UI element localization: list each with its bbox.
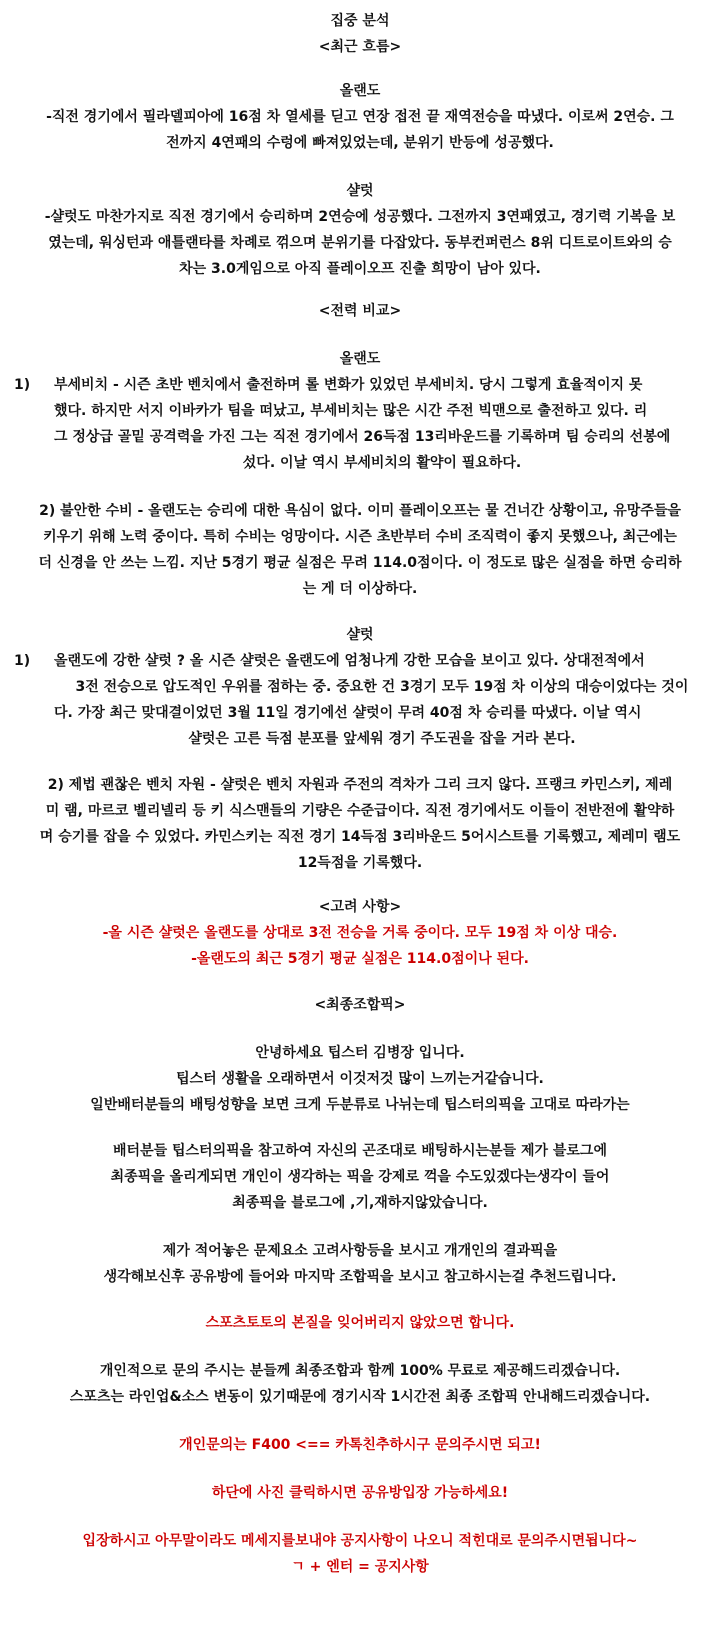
recent-flow-heading: <최근 흐름> xyxy=(318,39,402,55)
consideration-line: -올랜도의 최근 5경기 평균 실점은 114.0점이나 된다. xyxy=(191,951,529,967)
intro-line: 안녕하세요 팁스터 김병장 입니다. xyxy=(255,1045,465,1061)
orlando-point2-line: 키우기 위해 노력 중이다. 특히 수비는 엉망이다. 시즌 초반부터 수비 조직력이 좋지 못했으나, 최근에는 xyxy=(43,529,677,545)
middle-line: 배터분들 팁스터의픽을 참고하여 자신의 곤조대로 배팅하시는분들 제가 블로그에 xyxy=(113,1143,607,1159)
notice-shortcut: ㄱ + 엔터 = 공지사항 xyxy=(291,1559,429,1575)
share-room-note: 하단에 사진 클릭하시면 공유방입장 가능하세요! xyxy=(211,1485,509,1501)
final-pick-heading: <최종조합픽> xyxy=(314,997,406,1013)
recent-charlotte-line: 였는데, 워싱턴과 애틀랜타를 차례로 꺾으며 분위기를 다잡았다. 동부컨퍼런스 8위 디트로이트와의 승 xyxy=(48,235,672,251)
list-number: 1) xyxy=(14,653,31,669)
intro-line: 일반배터분들의 배팅성향을 보면 크게 두분류로 나뉘는데 팁스터의픽을 고대로 따라가는 xyxy=(90,1097,630,1113)
charlotte-point2-line: 2) 제법 괜찮은 벤치 자원 - 샬럿은 벤치 자원과 주전의 격차가 그리 크지 않다. 프랭크 카민스키, 제레 xyxy=(47,777,673,793)
orlando-point1-line: 그 정상급 골밑 공격력을 가진 그는 직전 경기에서 26득점 13리바운드를 기록하며 팀 승리의 선봉에 xyxy=(54,429,671,445)
article-title: 집중 분석 xyxy=(330,13,390,29)
recent-orlando-line: -직전 경기에서 필라델피아에 16점 차 열세를 딛고 연장 접전 끝 재역전승을 따냈다. 이로써 2연승. 그 xyxy=(46,109,674,125)
charlotte-point2-line: 며 승기를 잡을 수 있었다. 카민스키는 직전 경기 14득점 3리바운드 5어시스트를 기록했고, 제레미 램도 xyxy=(39,829,681,845)
orlando-point2-line: 더 신경을 안 쓰는 느낌. 지난 5경기 평균 실점은 무려 114.0점이다. 이 정도로 많은 실점을 하면 승리하 xyxy=(38,555,682,571)
consideration-line: -올 시즌 샬럿은 올랜도를 상대로 3전 전승을 거록 중이다. 모두 19점 차 이상 대승. xyxy=(102,925,618,941)
message-instruction: 입장하시고 아무말이라도 메세지를보내야 공지사항이 나오니 적힌대로 문의주시면됩니다~ xyxy=(82,1533,638,1549)
orlando-point1-line: 했다. 하지만 서지 이바카가 팀을 떠났고, 부세비치는 많은 시간 주전 빅맨으로 출전하고 있다. 리 xyxy=(54,403,648,419)
service-line: 개인적으로 문의 주시는 분들께 최종조합과 함께 100% 무료로 제공해드리겠습니다. xyxy=(99,1363,621,1379)
charlotte-point2-line: 미 램, 마르코 벨리넬리 등 키 식스맨들의 기량은 수준급이다. 직전 경기에서도 이들이 전반전에 활약하 xyxy=(45,803,675,819)
charlotte-point1-line: 올랜도에 강한 샬럿 ? 올 시즌 샬럿은 올랜도에 엄청나게 강한 모습을 보이고 있다. 상대전적에서 xyxy=(54,653,645,669)
orlando-point1-line: 부세비치 - 시즌 초반 벤치에서 출전하며 롤 변화가 있었던 부세비치. 당시 그렇게 효율적이지 못 xyxy=(54,377,643,393)
charlotte-point1-line: 3전 전승으로 압도적인 우위를 점하는 중. 중요한 건 3경기 모두 19점 차 이상의 대승이었다는 것이 xyxy=(75,679,689,695)
middle-line: 최종픽을 올리게되면 개인이 생각하는 픽을 강제로 꺽을 수도있겠다는생각이 들어 xyxy=(110,1169,610,1185)
recent-orlando-line: 전까지 4연패의 수렁에 빠져있었는데, 분위기 반등에 성공했다. xyxy=(166,135,554,151)
intro-line: 팁스터 생활을 오래하면서 이것저것 많이 느끼는거같습니다. xyxy=(176,1071,544,1087)
considerations-heading: <고려 사항> xyxy=(318,899,402,915)
advice-line: 제가 적어놓은 문제요소 고려사항등을 보시고 개개인의 결과픽을 xyxy=(162,1243,558,1259)
service-line: 스포츠는 라인업&소스 변동이 있기때문에 경기시작 1시간전 최종 조합픽 안내해드리겠습니다. xyxy=(69,1389,651,1405)
charlotte-point2-line: 12득점을 기록했다. xyxy=(297,855,423,871)
list-number: 1) xyxy=(14,377,31,393)
sports-toto-essence-note: 스포츠토토의 본질을 잊어버리지 않았으면 합니다. xyxy=(205,1315,515,1331)
charlotte-point1-line: 다. 가장 최근 맞대결이었던 3월 11일 경기에선 샬럿이 무려 40점 차 승리를 따냈다. 이날 역시 xyxy=(54,705,642,721)
charlotte-point1-line: 샬럿은 고른 득점 분포를 앞세워 경기 주도권을 잡을 거라 본다. xyxy=(188,731,576,747)
comparison-heading: <전력 비교> xyxy=(318,303,402,319)
recent-charlotte-line: -샬럿도 마찬가지로 직전 경기에서 승리하며 2연승에 성공했다. 그전까지 3연패였고, 경기력 기복을 보 xyxy=(44,209,676,225)
orlando-point2-line: 는 게 더 이상하다. xyxy=(302,581,418,597)
charlotte-team-label: 샬럿 xyxy=(346,183,374,199)
contact-note: 개인문의는 F400 <== 카톡친추하시구 문의주시면 되고! xyxy=(179,1437,541,1453)
middle-line: 최종픽을 블로그에 ,기,재하지않았습니다. xyxy=(232,1195,488,1211)
charlotte-comparison-label: 샬럿 xyxy=(346,627,374,643)
orlando-point2-line: 2) 불안한 수비 - 올랜도는 승리에 대한 욕심이 없다. 이미 플레이오프는 물 건너간 상황이고, 유망주들을 xyxy=(39,503,681,519)
orlando-team-label: 올랜도 xyxy=(339,83,381,99)
advice-line: 생각해보신후 공유방에 들어와 마지막 조합픽을 보시고 참고하시는걸 추천드립니다. xyxy=(103,1269,617,1285)
orlando-comparison-label: 올랜도 xyxy=(339,351,381,367)
orlando-point1-line: 섰다. 이날 역시 부세비치의 활약이 필요하다. xyxy=(242,455,522,471)
recent-charlotte-line: 차는 3.0게임으로 아직 플레이오프 진출 희망이 남아 있다. xyxy=(179,261,541,277)
